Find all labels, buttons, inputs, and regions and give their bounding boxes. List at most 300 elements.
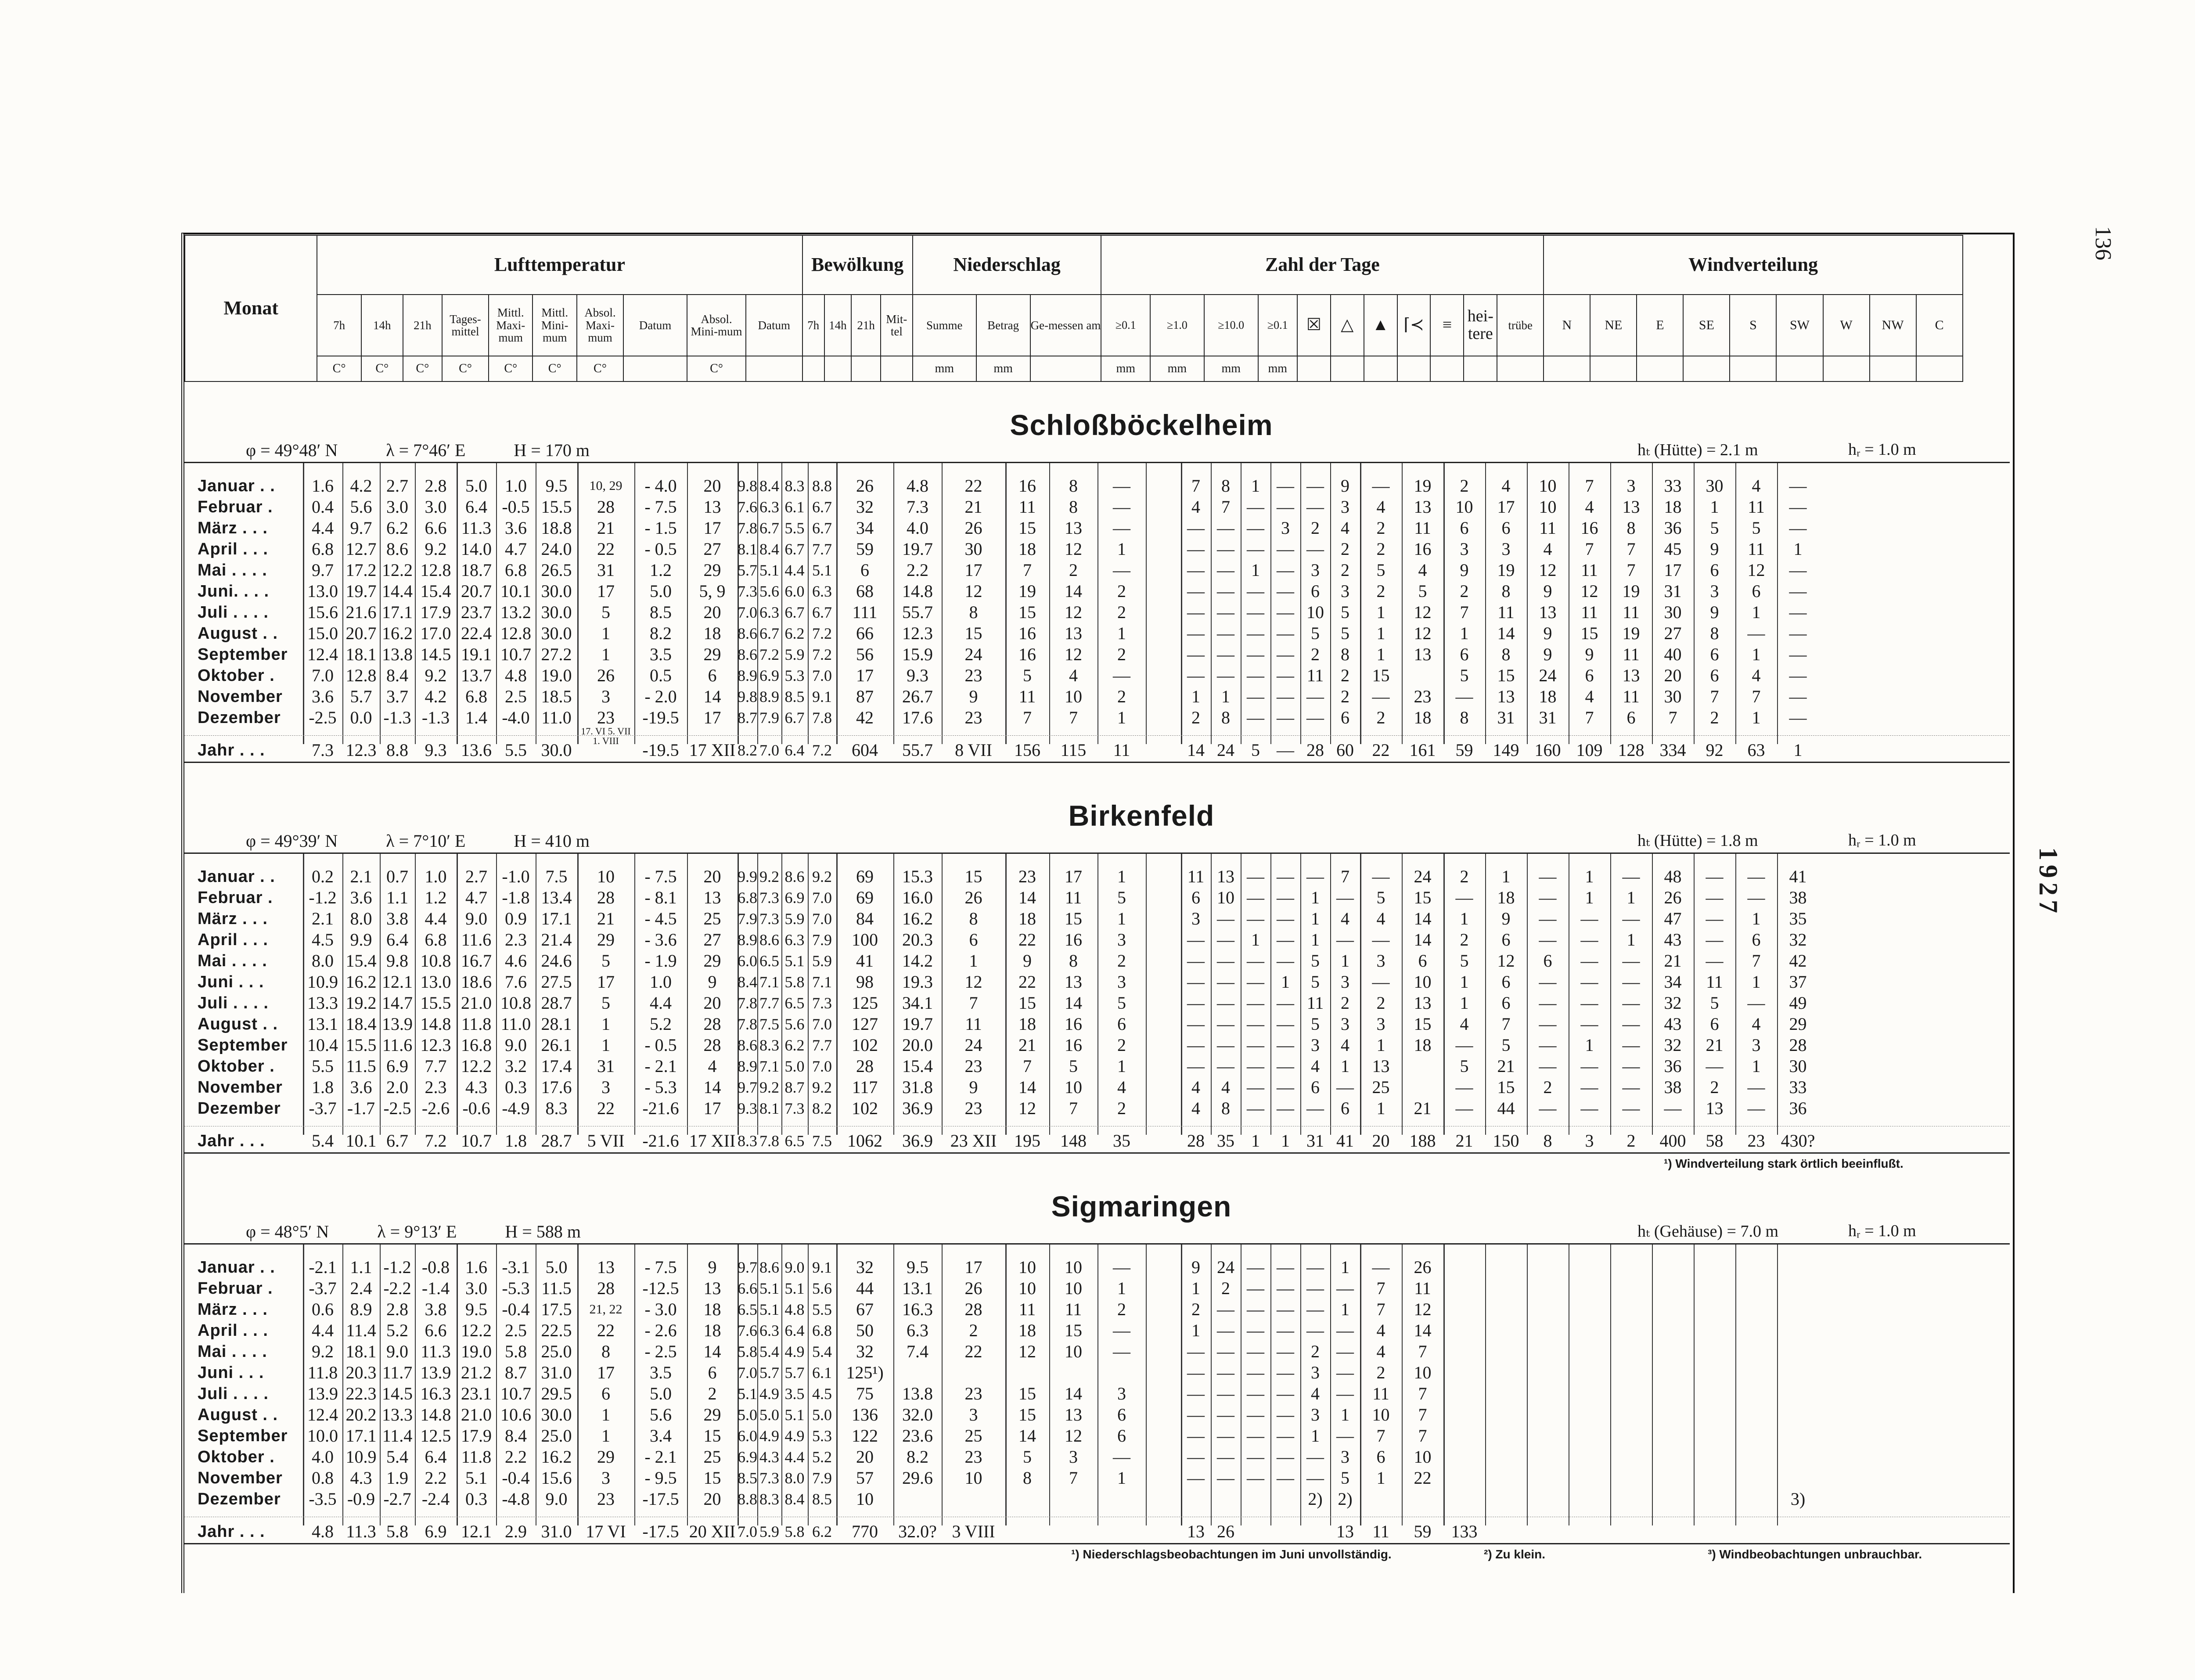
table-cell: -0.9 — [347, 1489, 375, 1509]
table-cell: 10.7 — [500, 1384, 531, 1403]
table-cell: 13.7 — [461, 666, 492, 685]
table-cell: 7.8 — [738, 1015, 757, 1033]
table-cell: 6.0 — [738, 1427, 757, 1445]
table-cell: 19 — [1414, 476, 1432, 496]
total-cell: 14 — [1187, 740, 1205, 760]
table-cell: 7.0 — [812, 667, 832, 684]
table-header — [184, 235, 2010, 382]
table-cell: 38 — [1664, 1077, 1682, 1097]
table-cell: 66 — [856, 623, 874, 643]
total-cell: 2.9 — [505, 1522, 527, 1541]
table-cell: 8.9 — [738, 1058, 757, 1075]
header-col: NW — [1870, 295, 1916, 356]
table-cell: — — [1306, 708, 1324, 727]
table-cell: 18 — [1018, 539, 1036, 559]
table-row — [184, 1489, 2010, 1510]
table-cell: — — [1247, 993, 1264, 1013]
table-cell: — — [1622, 1098, 1640, 1118]
table-cell: 34 — [1664, 972, 1682, 992]
table-cell: 6 — [1117, 1405, 1126, 1425]
table-cell: 1 — [1376, 602, 1385, 622]
table-cell: 6 — [860, 560, 869, 580]
table-cell: — — [1187, 623, 1205, 643]
table-cell: — — [1747, 867, 1765, 886]
table-cell: 16.3 — [902, 1299, 933, 1319]
header-col: ≥0.1 — [1258, 295, 1297, 356]
table-cell: 3 — [1341, 972, 1349, 992]
table-cell: 10 — [1539, 476, 1557, 496]
table-cell: — — [1747, 888, 1765, 907]
table-cell: 25 — [703, 909, 721, 928]
table-cell: 6.6 — [425, 518, 447, 538]
table-cell: 9 — [1543, 581, 1552, 601]
month-label: Dezember — [198, 709, 281, 727]
table-cell: 6.7 — [784, 604, 805, 621]
table-cell: — — [1277, 1056, 1294, 1076]
table-cell: — — [1455, 1035, 1473, 1055]
table-cell: 5.0 — [812, 1406, 832, 1424]
month-label: September — [198, 645, 288, 664]
table-cell: — — [1336, 1320, 1354, 1340]
month-label: September — [198, 1427, 288, 1445]
table-cell: 4 — [708, 1056, 717, 1076]
total-cell: 2 — [1626, 1131, 1636, 1151]
table-cell: — — [1217, 993, 1234, 1013]
table-cell: 8.2 — [812, 1100, 832, 1117]
table-cell: 11.8 — [307, 1363, 338, 1382]
table-cell: 17 — [856, 666, 874, 685]
table-cell: 21 — [1497, 1056, 1515, 1076]
table-cell: 6.1 — [784, 498, 805, 516]
table-cell: 28.7 — [541, 993, 572, 1013]
total-cell: 11.3 — [346, 1522, 376, 1541]
table-cell: 15 — [703, 1426, 721, 1446]
table-cell: 6.5 — [759, 952, 779, 970]
table-cell: -19.5 — [642, 708, 679, 727]
table-row — [184, 1077, 2010, 1098]
table-cell: 12 — [1497, 951, 1515, 971]
header-unit: C° — [442, 356, 489, 381]
table-cell: 3 — [969, 1405, 978, 1425]
table-cell: — — [1187, 1056, 1205, 1076]
table-cell: 7.0 — [738, 604, 757, 621]
table-cell: 5 — [1460, 951, 1469, 971]
table-cell: — — [1187, 993, 1205, 1013]
table-cell: — — [1217, 539, 1234, 559]
table-cell: 5.2 — [386, 1320, 408, 1340]
table-cell: 3 — [1117, 1384, 1126, 1403]
coordinate: λ = 7°46′ E — [386, 440, 466, 460]
table-cell: 6 — [1341, 1098, 1349, 1118]
table-cell: 6.1 — [812, 1364, 832, 1381]
total-cell: 17 XII — [689, 740, 736, 760]
table-cell: — — [1187, 518, 1205, 538]
total-cell: 9.3 — [425, 740, 447, 760]
header-col: 14h — [824, 295, 851, 356]
table-cell: 10 — [1065, 1077, 1082, 1097]
table-cell: 56 — [856, 644, 874, 664]
table-cell: -12.5 — [642, 1278, 679, 1298]
table-cell: — — [1113, 666, 1130, 685]
header-unit — [1590, 356, 1637, 381]
table-cell: 7.9 — [738, 910, 757, 928]
table-cell: -3.7 — [309, 1098, 337, 1118]
table-cell: — — [1187, 539, 1205, 559]
table-cell: 8 — [601, 1342, 610, 1361]
table-cell: 20.0 — [902, 1035, 933, 1055]
table-cell: — — [1277, 993, 1294, 1013]
table-cell: — — [1277, 1363, 1294, 1382]
table-cell: 7 — [1585, 539, 1594, 559]
table-cell: 7.4 — [907, 1342, 928, 1361]
table-cell: 10, 29 — [589, 478, 623, 493]
month-label: März . . . — [198, 910, 268, 928]
table-cell: 7.3 — [759, 910, 779, 928]
table-cell: 22 — [597, 1098, 615, 1118]
table-cell: 9.2 — [312, 1342, 334, 1361]
table-cell: - 3.6 — [644, 930, 677, 950]
table-cell: 11.0 — [541, 708, 572, 727]
table-row — [184, 1257, 2010, 1278]
table-cell: 7 — [1341, 867, 1349, 886]
table-cell: 5.1 — [759, 1301, 779, 1318]
table-cell: — — [1187, 1035, 1205, 1055]
table-cell: 6 — [1460, 644, 1469, 664]
table-cell: 5 — [1376, 888, 1385, 907]
table-cell: 30.0 — [541, 581, 572, 601]
header-unit — [1331, 356, 1364, 381]
table-cell: — — [1247, 951, 1264, 971]
table-cell: 1 — [1585, 888, 1594, 907]
table-row — [184, 1299, 2010, 1320]
table-cell: 6.7 — [812, 604, 832, 621]
table-cell: 19.2 — [345, 993, 377, 1013]
table-cell: 17.9 — [461, 1426, 492, 1446]
table-cell: - 7.5 — [644, 497, 677, 517]
table-cell: — — [1455, 687, 1473, 706]
table-cell: 2 — [1117, 951, 1126, 971]
table-cell: 13 — [1372, 1056, 1390, 1076]
table-cell: 27.2 — [541, 644, 572, 664]
table-cell: 5 — [1117, 888, 1126, 907]
month-label: Juni . . . — [198, 973, 264, 991]
table-cell: — — [1539, 993, 1557, 1013]
table-cell: — — [1539, 867, 1557, 886]
table-cell: 1 — [1752, 644, 1761, 664]
table-cell: 9.7 — [312, 560, 334, 580]
table-row — [184, 1014, 2010, 1035]
header-zahl-der-tage: Zahl der Tage — [1101, 235, 1544, 295]
table-cell: 13.2 — [500, 602, 531, 622]
table-cell: 23 — [597, 1489, 615, 1509]
table-cell: — — [1247, 909, 1264, 928]
table-cell: - 2.0 — [644, 687, 677, 706]
table-cell: 43 — [1664, 930, 1682, 950]
table-cell: 7 — [1376, 1426, 1385, 1446]
header-unit: mm — [1204, 356, 1258, 381]
table-cell: — — [1247, 1056, 1264, 1076]
table-cell: — — [1217, 623, 1234, 643]
table-cell: 2.2 — [425, 1468, 447, 1488]
table-cell: 102 — [852, 1035, 878, 1055]
table-cell: 1 — [1376, 623, 1385, 643]
table-cell: 15 — [703, 1468, 721, 1488]
table-cell: 25 — [1372, 1077, 1390, 1097]
table-cell: — — [1580, 909, 1598, 928]
table-cell: 4 — [1191, 497, 1200, 517]
table-cell: 10.9 — [307, 972, 338, 992]
table-cell: 9.7 — [738, 1079, 757, 1096]
table-cell: 12.7 — [345, 539, 377, 559]
table-cell: — — [1217, 1014, 1234, 1034]
station-table — [184, 854, 2010, 1161]
table-cell: 21 — [1664, 951, 1682, 971]
table-cell: 8.4 — [505, 1426, 527, 1446]
table-cell: 10.6 — [500, 1405, 531, 1425]
table-cell: 1 — [1752, 708, 1761, 727]
total-cell: -19.5 — [642, 740, 679, 760]
table-cell: 23 — [964, 1056, 982, 1076]
table-cell: 37 — [1789, 972, 1807, 992]
table-cell: 6.8 — [465, 687, 487, 706]
table-cell: 12.2 — [461, 1320, 492, 1340]
table-cell: 2.3 — [505, 930, 527, 950]
table-cell: — — [1539, 1014, 1557, 1034]
table-cell: — — [1217, 581, 1234, 601]
table-cell: 10 — [1065, 687, 1082, 706]
total-cell: 12.3 — [345, 740, 377, 760]
table-cell: 14.2 — [902, 951, 933, 971]
table-cell: 4.8 — [907, 476, 928, 496]
table-cell: 5 — [1311, 951, 1320, 971]
table-cell: 7.2 — [759, 646, 779, 663]
table-cell: 9.8 — [738, 477, 757, 495]
table-cell: 13.0 — [420, 972, 451, 992]
table-cell: 1 — [601, 1405, 610, 1425]
table-cell: -2.4 — [421, 1489, 450, 1509]
table-cell: 0.9 — [505, 909, 527, 928]
table-row — [184, 1404, 2010, 1425]
table-cell: — — [1113, 1447, 1130, 1467]
table-cell: 30.0 — [541, 623, 572, 643]
table-cell: — — [1277, 644, 1294, 664]
total-cell: 8 VII — [955, 740, 992, 760]
table-cell: — — [1622, 1077, 1640, 1097]
table-cell: 5 — [1069, 1056, 1078, 1076]
table-cell: 12 — [1065, 644, 1082, 664]
table-cell: 87 — [856, 687, 874, 706]
table-cell: — — [1277, 888, 1294, 907]
table-cell: 45 — [1664, 539, 1682, 559]
table-cell: 2.2 — [505, 1447, 527, 1467]
table-cell: 18.6 — [461, 972, 492, 992]
table-cell: 13.9 — [420, 1363, 451, 1382]
table-cell: — — [1247, 972, 1264, 992]
table-cell: 22 — [1018, 930, 1036, 950]
table-cell: 8.6 — [738, 625, 757, 642]
table-cell: 8 — [1069, 951, 1078, 971]
table-cell: 5 — [1710, 518, 1719, 538]
total-cell: 1062 — [847, 1131, 882, 1151]
table-cell: 10 — [597, 867, 615, 886]
table-cell: — — [1539, 888, 1557, 907]
total-cell: 28 — [1306, 740, 1324, 760]
table-cell: -0.6 — [462, 1098, 490, 1118]
table-cell: 10 — [1414, 972, 1432, 992]
table-cell: 1 — [1311, 909, 1320, 928]
table-cell: — — [1217, 1056, 1234, 1076]
table-cell: 18.4 — [345, 1014, 377, 1034]
table-cell: 1.4 — [465, 708, 487, 727]
table-cell: — — [1277, 476, 1294, 496]
month-label: April . . . — [198, 931, 268, 949]
table-cell: 22.5 — [541, 1320, 572, 1340]
table-cell: 6 — [1543, 951, 1552, 971]
table-cell: — — [1113, 1320, 1130, 1340]
table-row — [184, 1425, 2010, 1446]
table-cell: — — [1277, 560, 1294, 580]
table-cell: 6.4 — [425, 1447, 447, 1467]
table-cell: 5.4 — [386, 1447, 408, 1467]
table-cell: 10 — [1018, 1257, 1036, 1277]
table-cell: 11 — [965, 1014, 982, 1034]
table-cell: — — [1217, 560, 1234, 580]
table-cell: — — [1789, 602, 1807, 622]
table-cell: 55.7 — [902, 602, 933, 622]
table-cell: 30.0 — [541, 1405, 572, 1425]
month-label: Oktober . — [198, 666, 275, 685]
table-cell: — — [1277, 1299, 1294, 1319]
table-cell: 24.0 — [541, 539, 572, 559]
table-cell: — — [1277, 581, 1294, 601]
table-cell: 11.5 — [346, 1056, 376, 1076]
table-cell: 57 — [856, 1468, 874, 1488]
table-cell: 5.6 — [759, 583, 779, 600]
table-cell: 1 — [1460, 972, 1469, 992]
total-cell: 26 — [1217, 1522, 1234, 1541]
table-cell: 19 — [1497, 560, 1515, 580]
table-cell: -2.6 — [421, 1098, 450, 1118]
table-cell: 30 — [1706, 476, 1724, 496]
table-cell: 8.6 — [738, 646, 757, 663]
month-label: August . . — [198, 1015, 278, 1033]
table-cell: — — [1336, 1384, 1354, 1403]
table-cell: 5, 9 — [699, 581, 726, 601]
table-cell: 7 — [1418, 1426, 1427, 1446]
table-cell: 4.5 — [312, 930, 334, 950]
table-cell: -2.7 — [383, 1489, 411, 1509]
table-cell: 8 — [1023, 1468, 1032, 1488]
table-cell: 6 — [1752, 930, 1761, 950]
table-cell: — — [1277, 930, 1294, 950]
header-unit: C° — [687, 356, 746, 381]
table-cell: 5.5 — [784, 519, 805, 537]
table-cell: — — [1306, 1468, 1324, 1488]
table-cell: 21.4 — [541, 930, 572, 950]
table-cell: 6 — [708, 666, 717, 685]
table-cell: — — [1372, 687, 1390, 706]
table-cell: — — [1747, 993, 1765, 1013]
table-cell: 6.9 — [386, 1056, 408, 1076]
table-cell: 2 — [1117, 581, 1126, 601]
table-cell: — — [1217, 909, 1234, 928]
table-cell: 7.3 — [759, 1469, 779, 1487]
table-cell: 8.8 — [812, 477, 832, 495]
table-cell: 8 — [1710, 623, 1719, 643]
table-cell: 2) — [1308, 1489, 1323, 1509]
table-cell: 1.2 — [425, 888, 447, 907]
table-cell: 3.6 — [350, 1077, 372, 1097]
header-col: △ — [1331, 295, 1364, 356]
table-cell: 8.6 — [386, 539, 408, 559]
table-cell: 3.4 — [650, 1426, 672, 1446]
table-cell: 13.1 — [307, 1014, 338, 1034]
table-cell: 8.7 — [784, 1079, 805, 1096]
table-cell: 12.8 — [345, 666, 377, 685]
table-cell: 20 — [703, 602, 721, 622]
header-col: ⌈≺ — [1397, 295, 1431, 356]
table-cell: 7.6 — [738, 1322, 757, 1339]
table-cell: 13 — [703, 1278, 721, 1298]
table-cell: 11 — [1306, 993, 1324, 1013]
table-cell: 17.4 — [541, 1056, 572, 1076]
table-cell: 12 — [1065, 1426, 1082, 1446]
table-cell: 26 — [1414, 1257, 1432, 1277]
table-cell: 15 — [1414, 888, 1432, 907]
table-cell: 1 — [1251, 930, 1260, 950]
table-row — [184, 581, 2010, 602]
month-label: April . . . — [198, 540, 268, 558]
table-cell: 36 — [1664, 518, 1682, 538]
table-cell: 8.5 — [738, 1469, 757, 1487]
table-cell: 125¹) — [846, 1363, 884, 1382]
table-cell: 8 — [1221, 708, 1230, 727]
table-cell: 7.9 — [759, 709, 779, 727]
table-cell: 1 — [1117, 1278, 1126, 1298]
table-cell: 9.1 — [812, 1259, 832, 1276]
total-cell: 59 — [1414, 1522, 1432, 1541]
table-row — [184, 1468, 2010, 1489]
table-cell: 2 — [1460, 581, 1469, 601]
table-cell: 10 — [1018, 1278, 1036, 1298]
table-cell: — — [1187, 930, 1205, 950]
table-cell: 21, 22 — [589, 1302, 623, 1317]
table-cell: — — [1217, 602, 1234, 622]
table-cell: 12 — [1414, 1299, 1432, 1319]
table-cell: 26.5 — [541, 560, 572, 580]
station-table — [184, 1245, 2010, 1552]
table-cell: 7.5 — [759, 1015, 779, 1033]
header-unit — [1776, 356, 1823, 381]
table-cell: 1 — [1793, 539, 1803, 559]
table-cell: 31 — [1664, 581, 1682, 601]
table-cell: 6.7 — [812, 519, 832, 537]
table-cell: — — [1277, 623, 1294, 643]
table-cell: 3.0 — [386, 497, 408, 517]
table-cell: -0.4 — [502, 1468, 530, 1488]
table-cell: 18 — [703, 1320, 721, 1340]
table-cell: 5.4 — [812, 1343, 832, 1360]
table-cell: 1 — [1752, 909, 1761, 928]
table-cell: — — [1187, 644, 1205, 664]
total-row — [184, 1130, 2010, 1151]
table-cell: — — [1247, 1014, 1264, 1034]
table-cell: 102 — [852, 1098, 878, 1118]
total-cell: 6.4 — [784, 741, 805, 759]
table-cell: 19 — [1622, 623, 1640, 643]
table-cell: 4 — [1460, 1014, 1469, 1034]
table-cell: 13 — [597, 1257, 615, 1277]
